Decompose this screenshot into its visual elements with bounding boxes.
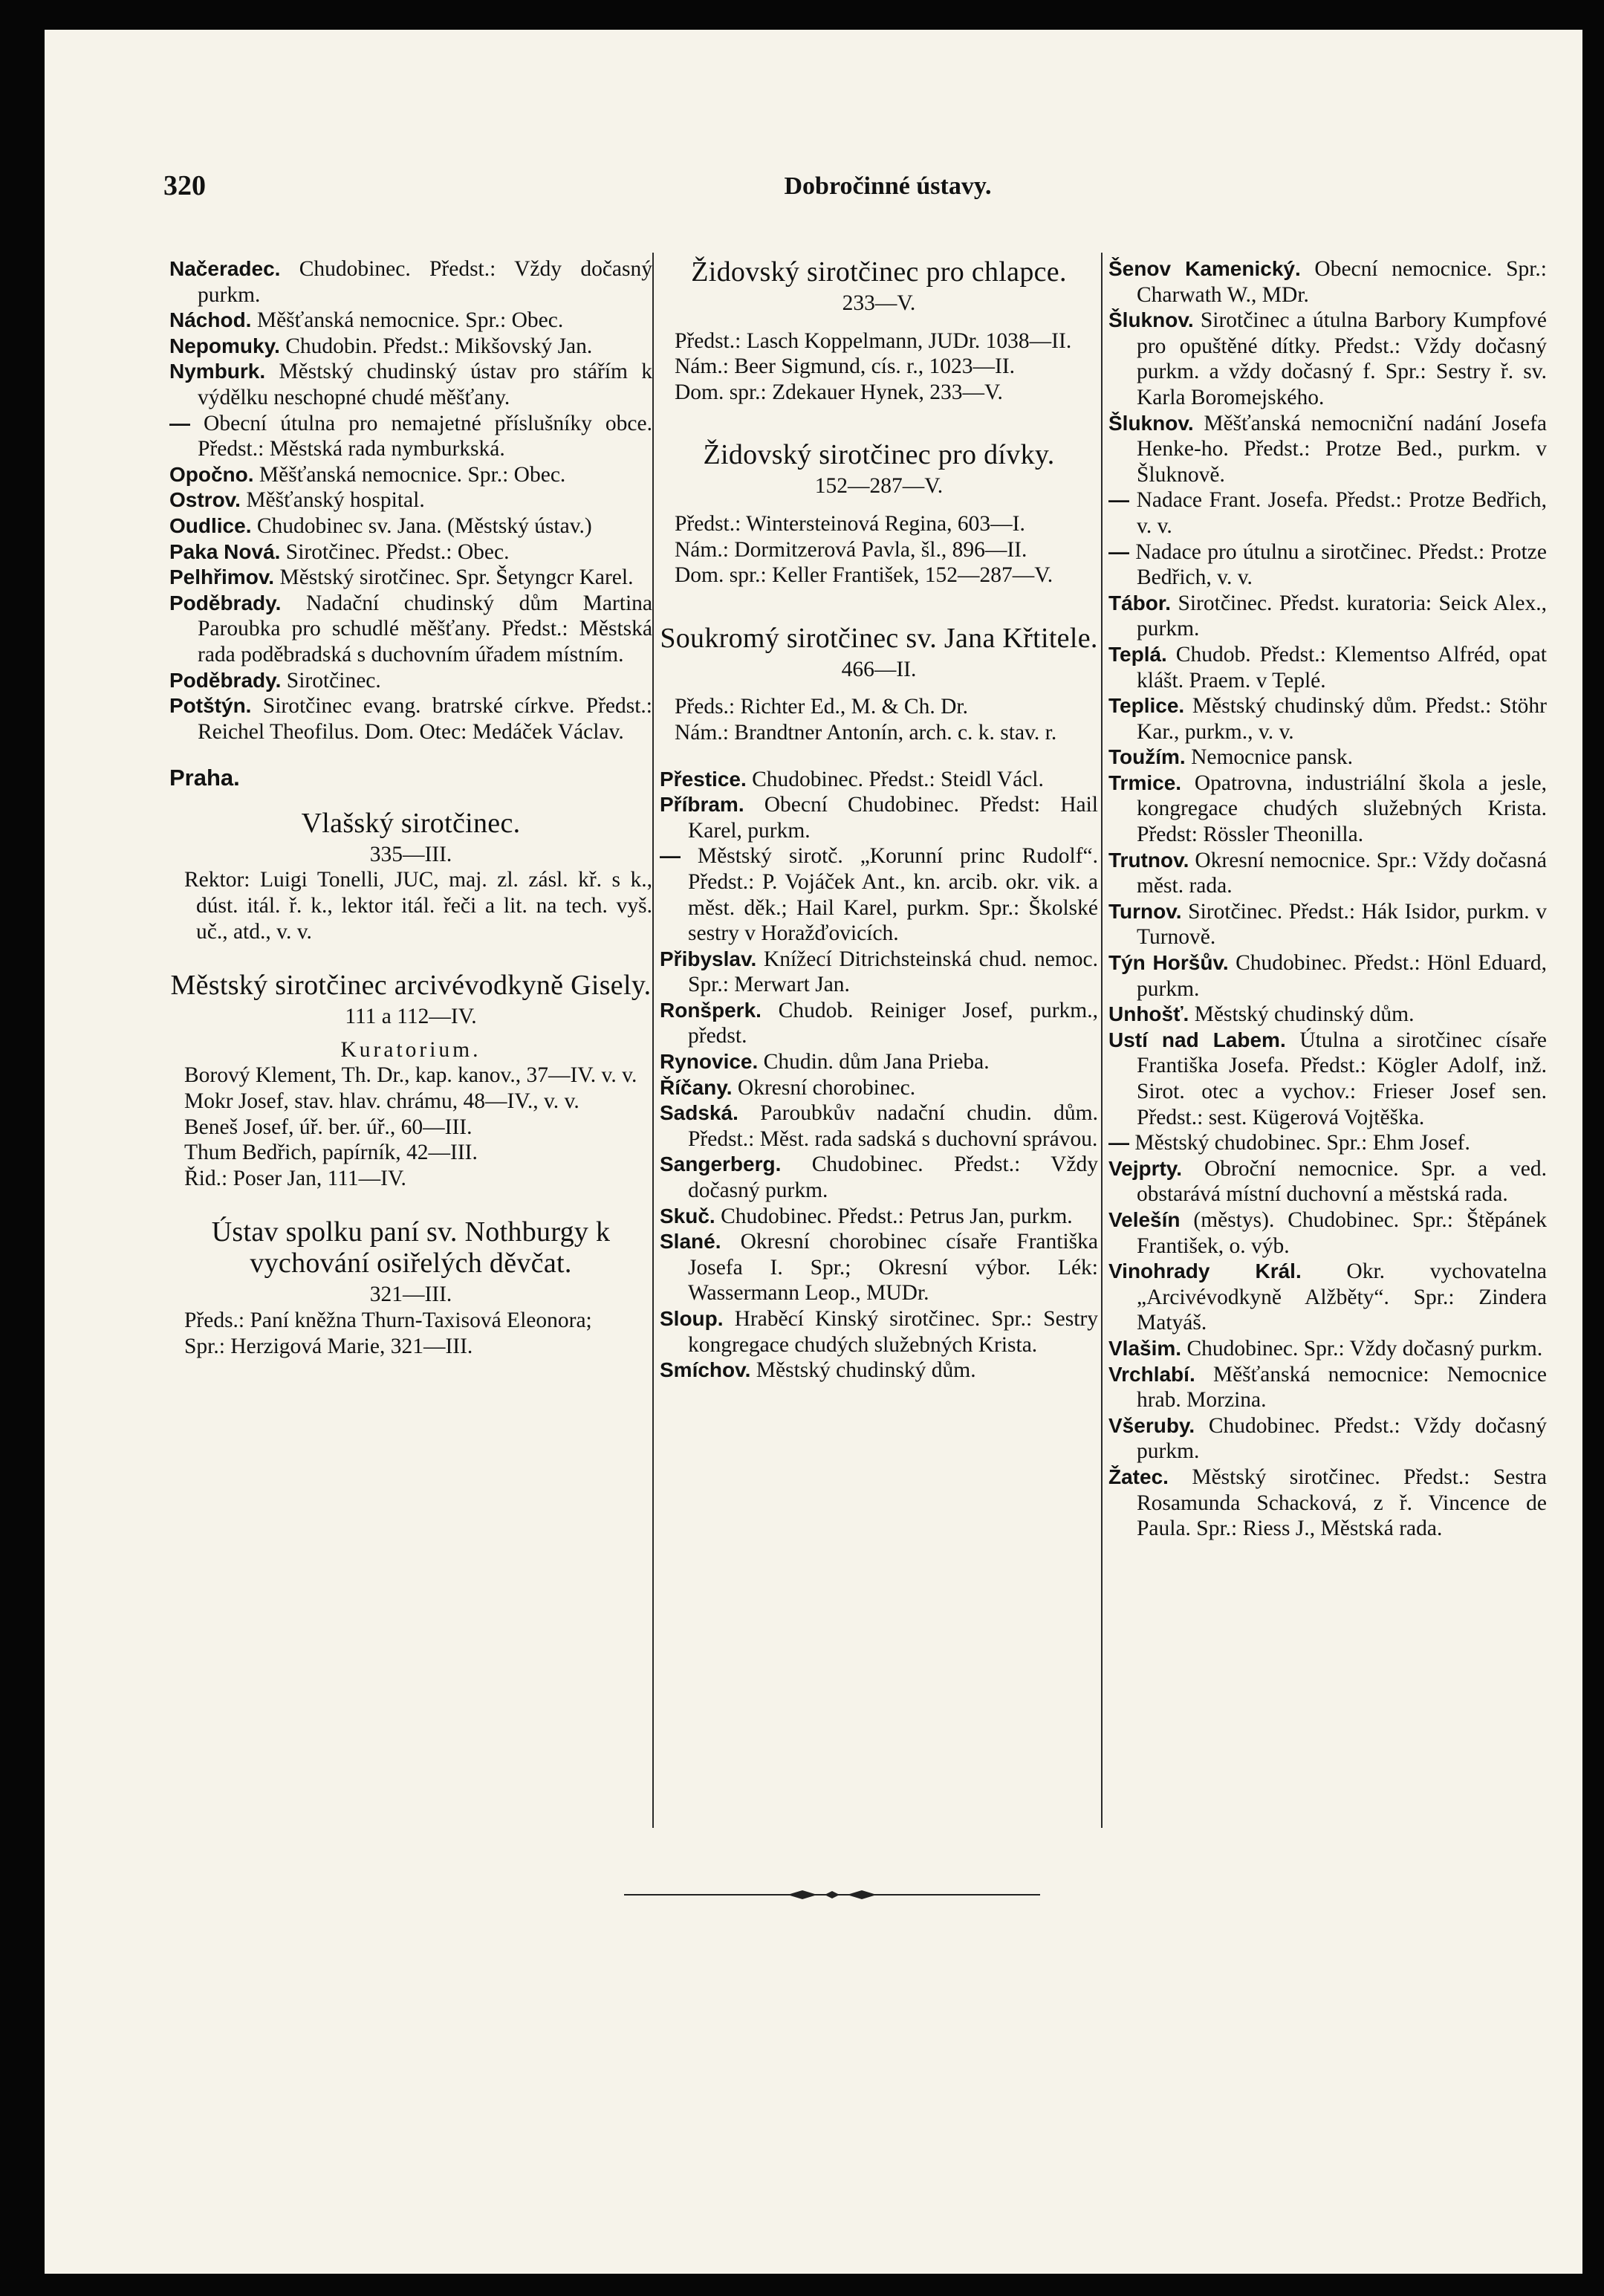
place-name: Teplá. — [1108, 642, 1167, 666]
place-name: — — [660, 844, 681, 868]
entry-text: Chudobinec. Předst.: Hönl Eduard, purkm. — [1137, 951, 1547, 1001]
entry-text: Chudobinec. Spr.: Vždy dočasný purkm. — [1181, 1336, 1543, 1361]
entry-text: Nemocnice pansk. — [1185, 745, 1353, 770]
address-number: 152—287—V. — [814, 474, 944, 499]
place-name: Sangerberg. — [660, 1152, 782, 1176]
directory-entry — [1108, 1259, 1547, 1336]
directory-entry — [169, 308, 652, 334]
directory-entry — [660, 1100, 1098, 1152]
directory-entry — [1108, 539, 1547, 591]
directory-entry — [1108, 899, 1547, 950]
staff-line: Rektor: Luigi Tonelli, JUC, maj. zl. zásl. kř. s k., dúst. itál. ř. k., lektor itál. řeči a lit. na tech. vyš. uč., atd., v. v. — [184, 868, 652, 944]
place-name: Trutnov. — [1108, 848, 1189, 872]
heading-zidovsky-sirotcinec-chlapce: Židovský sirotčinec pro chlapce. — [691, 256, 1067, 288]
directory-entry — [1108, 487, 1547, 539]
staff-line: Spr.: Herzigová Marie, 321—III. — [184, 1334, 473, 1358]
heading-soukromy-sirotcinec-krtitele: Soukromý sirotčinec sv. Jana Křtitele. — [660, 622, 1098, 654]
directory-entry — [1108, 1336, 1547, 1362]
place-name: Oudlice. — [169, 513, 252, 537]
place-name: Tábor. — [1108, 591, 1172, 614]
entry-text: Městský sirotčinec. Předst.: Sestra Rosamunda Schacková, z ř. Vincence de Paula. Spr.: Riess J., Městská rada. — [1137, 1465, 1547, 1541]
entry-text: Městský chudinský dům. — [1189, 1002, 1415, 1027]
entry-text: Nadace Frant. Josefa. Předst.: Protze Bedřich, v. v. — [1129, 488, 1547, 538]
directory-entry — [1108, 1156, 1547, 1207]
place-name: — — [169, 411, 190, 435]
place-name: Nymburk. — [169, 360, 266, 383]
entry-text: Sirotčinec. Předst.: Obec. — [280, 539, 510, 564]
directory-entry — [1108, 256, 1547, 308]
directory-entry — [169, 668, 652, 694]
place-name: Potštýn. — [169, 694, 252, 718]
column-right-entries — [1108, 256, 1547, 1542]
heading-ustav-nothburgy: Ústav spolku paní sv. Nothburgy k vychování osiřelých děvčat. — [211, 1216, 611, 1280]
entry-text: Chudob. Reiniger Josef, purkm., předst. — [688, 998, 1098, 1048]
directory-entry — [169, 565, 652, 591]
place-name: Rynovice. — [660, 1050, 759, 1074]
place-name: Říčany. — [660, 1075, 733, 1099]
section-heading-praha: Praha. — [169, 765, 240, 791]
entry-text: Chudobinec. Předst.: Vždy dočasný purkm. — [198, 257, 652, 307]
entry-text: Chudobinec. Předst.: Vždy dočasný purkm. — [688, 1152, 1098, 1203]
staff-line: Nám.: Beer Sigmund, cís. r., 1023—II. — [675, 354, 1016, 379]
address-number: 111 a 112—IV. — [345, 1005, 477, 1029]
place-name: Ustí nad Labem. — [1108, 1028, 1286, 1051]
entry-text: Chudobin. Předst.: Mikšovský Jan. — [279, 334, 593, 358]
place-name: — — [1108, 488, 1129, 512]
place-name: Přestice. — [660, 767, 747, 791]
place-name: Pelhřimov. — [169, 565, 275, 589]
directory-entry — [169, 487, 652, 513]
directory-entry — [660, 1204, 1098, 1230]
entry-text: Městský sirotčinec. Spr. Šetyngcr Karel. — [274, 565, 634, 590]
directory-entry — [1108, 1130, 1547, 1156]
staff-line: Nám.: Brandtner Antonín, arch. c. k. stav. r. — [675, 720, 1057, 745]
place-name: Načeradec. — [169, 257, 281, 280]
entry-text: Měšťanský hospital. — [240, 488, 425, 513]
entry-text: Sirotčinec. Předst. kuratoria: Seick Alex., purkm. — [1137, 591, 1547, 641]
place-name: Velešín — [1108, 1207, 1181, 1231]
directory-entry — [660, 998, 1098, 1049]
place-name: Náchod. — [169, 308, 252, 332]
entry-text: Městský chudinský dům. — [750, 1358, 976, 1383]
directory-entry — [169, 513, 652, 539]
entry-text: Obecní nemocnice. Spr.: Charwath W., MDr. — [1137, 257, 1547, 307]
entry-text: Městský chudobinec. Spr.: Ehm Josef. — [1129, 1131, 1470, 1155]
entry-text: Obroční nemocnice. Spr. a ved. obstarává místní duchovní a městská rada. — [1137, 1156, 1547, 1207]
column-divider-right — [1101, 253, 1103, 1828]
place-name: Ostrov. — [169, 488, 241, 512]
directory-entry — [1108, 591, 1547, 642]
entry-text: Útulna a sirotčinec císaře Františka Josefa. Předst.: Kögler Adolf, inž. Sirot. otec a vychov.: Frieser Josef sen. Předst.: sest. Kügerová Vojtěška. — [1137, 1028, 1547, 1129]
directory-entry — [169, 539, 652, 565]
directory-entry — [660, 947, 1098, 998]
place-name: Toužím. — [1108, 745, 1186, 769]
entry-text: Sirotčinec a útulna Barbory Kumpfové pro opuštěné dítky. Předst.: Vždy dočasný purkm. a vždy dočasný f. Spr.: Sestry ř. sv. Karla Boromejského. — [1137, 308, 1547, 409]
place-name: Opočno. — [169, 462, 254, 486]
column-divider-left — [652, 253, 654, 1828]
staff-line: Borový Klement, Th. Dr., kap. kanov., 37—IV. v. v. — [184, 1063, 637, 1088]
directory-entry — [1108, 950, 1547, 1002]
entry-text: Měšťanská nemocnice. Spr.: Obec. — [253, 462, 566, 487]
entry-text: Sirotčinec. — [281, 668, 381, 693]
staff-line: Beneš Josef, úř. ber. úř., 60—III. — [184, 1115, 473, 1139]
staff-line: Dom. spr.: Zdekauer Hynek, 233—V. — [675, 380, 1003, 404]
directory-entry — [1108, 1413, 1547, 1465]
entry-text: Okresní chorobinec císaře Františka Josefa I. Spr.; Okresní výbor. Lék: Wassermann Leop., MUDr. — [688, 1230, 1098, 1306]
entry-text: Chudobinec. Předst.: Steidl Václ. — [746, 767, 1044, 791]
directory-entry — [169, 693, 652, 745]
entry-text: Hraběcí Kinský sirotčinec. Spr.: Sestry kongregace chudých služebných Krista. — [688, 1307, 1098, 1357]
heading-vlassky-sirotcinec: Vlašský sirotčinec. — [301, 807, 521, 839]
place-name: Přibyslav. — [660, 947, 757, 970]
heading-zidovsky-sirotcinec-divky: Židovský sirotčinec pro dívky. — [703, 439, 1055, 471]
entry-text: Obecní útulna pro nemajetné příslušníky obce. Předst.: Městská rada nymburkská. — [190, 411, 652, 461]
directory-entry — [1108, 411, 1547, 488]
directory-entry — [1108, 771, 1547, 848]
directory-entry — [1108, 308, 1547, 410]
entry-text: Obecní Chudobinec. Předst: Hail Karel, purkm. — [688, 793, 1098, 843]
entry-text: Chudobinec. Předst.: Petrus Jan, purkm. — [715, 1204, 1073, 1228]
place-name: Šenov Kamenický. — [1108, 257, 1301, 280]
place-name: Poděbrady. — [169, 668, 282, 692]
entry-text: Chudobinec sv. Jana. (Městský ústav.) — [251, 513, 592, 538]
directory-entry — [660, 1229, 1098, 1306]
directory-entry — [169, 411, 652, 462]
entry-text: Nadační chudinský dům Martina Paroubka pro schudlé měšťany. Předst.: Městská rada poděbradská s duchovním úřadem místním. — [198, 591, 652, 667]
staff-line: Nám.: Dormitzerová Pavla, šl., 896—II. — [675, 537, 1027, 562]
place-name: Teplice. — [1108, 694, 1185, 718]
column-middle — [660, 256, 1098, 1824]
place-name: Šluknov. — [1108, 308, 1194, 332]
directory-entry — [1108, 1028, 1547, 1130]
entry-text: Měšťanská nemocnice: Nemocnice hrab. Morzina. — [1137, 1362, 1547, 1413]
directory-entry — [660, 843, 1098, 946]
column-right — [1108, 256, 1547, 1824]
place-name: Nepomuky. — [169, 334, 280, 357]
running-title: Dobročinné ústavy. — [784, 172, 992, 200]
entry-text: Měšťanská nemocnice. Spr.: Obec. — [251, 308, 564, 333]
entry-text: Okresní nemocnice. Spr.: Vždy dočasná měst. rada. — [1137, 848, 1547, 898]
place-name: Šluknov. — [1108, 411, 1194, 435]
page-number: 320 — [163, 170, 206, 201]
kuratorium-label: Kuratorium. — [340, 1037, 481, 1062]
entry-text: Okr. vychovatelna „Arcivévodkyně Alžběty“. Spr.: Zindera Matyáš. — [1137, 1259, 1547, 1335]
entry-text: Okresní chorobinec. — [732, 1075, 916, 1100]
entry-text: Paroubkův nadační chudin. dům. Předst.: Měst. rada sadská s duchovní správou. — [688, 1101, 1098, 1151]
place-name: Vejprty. — [1108, 1156, 1183, 1180]
place-name: Týn Horšův. — [1108, 951, 1229, 975]
entry-text: Městský sirotč. „Korunní princ Rudolf“. Předst.: P. Vojáček Ant., kn. arcib. okr. vik. a měst. děk.; Hail Karel, purkm. Spr.: Školské sestry v Horažďovicích. — [681, 844, 1098, 946]
column-left-entries — [169, 256, 652, 745]
address-number: 466—II. — [841, 657, 917, 681]
directory-entry — [169, 256, 652, 308]
directory-entry — [1108, 848, 1547, 899]
directory-entry — [1108, 1207, 1547, 1259]
entry-text: Chudobinec. Předst.: Vždy dočasný purkm. — [1137, 1413, 1547, 1464]
place-name: — — [1108, 1131, 1129, 1155]
place-name: Vinohrady Král. — [1108, 1259, 1302, 1283]
directory-entry — [169, 359, 652, 410]
directory-entry — [1108, 745, 1547, 771]
entry-text: Chudob. Předst.: Klementso Alfréd, opat klášt. Praem. v Teplé. — [1137, 642, 1547, 693]
place-name: Trmice. — [1108, 771, 1182, 794]
directory-entry — [1108, 642, 1547, 693]
directory-entry — [169, 334, 652, 360]
address-number: 233—V. — [842, 291, 916, 315]
entry-text: Nadace pro útulnu a sirotčinec. Předst.: Protze Bedřich, v. v. — [1129, 539, 1547, 590]
place-name: Sadská. — [660, 1101, 738, 1125]
directory-entry — [169, 591, 652, 668]
place-name: Vrchlabí. — [1108, 1362, 1195, 1386]
entry-text: Knížecí Ditrichsteinská chud. nemoc. Spr.: Merwart Jan. — [688, 947, 1098, 997]
directory-entry — [660, 1049, 1098, 1075]
entry-text: Opatrovna, industriální škola a jesle, kongregace chudých služebných Krista. Předst: Rössler Theonilla. — [1137, 771, 1547, 847]
place-name: Příbram. — [660, 793, 744, 817]
book-page — [45, 30, 1582, 2274]
directory-entry — [1108, 1362, 1547, 1413]
directory-entry — [1108, 1002, 1547, 1028]
entry-text: Městský chudinský ústav pro stářím k výdělku neschopné chudé měšťany. — [198, 360, 652, 409]
place-name: Vlašim. — [1108, 1336, 1182, 1360]
address-number: 321—III. — [369, 1282, 452, 1307]
place-name: — — [1108, 539, 1129, 563]
entry-text: Chudin. dům Jana Prieba. — [758, 1050, 990, 1074]
place-name: Turnov. — [1108, 899, 1182, 923]
staff-line: Předs.: Paní kněžna Thurn-Taxisová Eleonora; — [184, 1308, 592, 1332]
directory-entry — [1108, 1465, 1547, 1542]
column-left — [169, 256, 652, 1824]
place-name: Skuč. — [660, 1204, 715, 1228]
heading-mestsky-sirotcinec-gisely: Městský sirotčinec arcivévodkyně Gisely. — [170, 970, 652, 1002]
staff-line: Dom. spr.: Keller František, 152—287—V. — [675, 563, 1053, 588]
staff-line: Předst.: Wintersteinová Regina, 603—I. — [675, 511, 1025, 536]
directory-entry — [660, 767, 1098, 793]
directory-entry — [169, 462, 652, 488]
entry-text: Městský chudinský dům. Předst.: Stöhr Kar., purkm., v. v. — [1137, 694, 1547, 744]
staff-line: Thum Bedřich, papírník, 42—III. — [184, 1141, 478, 1165]
entry-text: Sirotčinec. Předst.: Hák Isidor, purkm. v Turnově. — [1137, 899, 1547, 950]
directory-entry — [660, 792, 1098, 843]
staff-line: Řid.: Poser Jan, 111—IV. — [184, 1166, 406, 1190]
address-number: 335—III. — [369, 842, 452, 866]
place-name: Žatec. — [1108, 1465, 1169, 1488]
entry-text: Sirotčinec evang. bratrské církve. Předst.: Reichel Theofilus. Dom. Otec: Medáček Václav. — [198, 694, 652, 744]
place-name: Ronšperk. — [660, 998, 762, 1022]
place-name: Paka Nová. — [169, 539, 281, 563]
place-name: Sloup. — [660, 1307, 724, 1330]
column-middle-entries — [660, 767, 1098, 1384]
staff-line: Předst.: Lasch Koppelmann, JUDr. 1038—II. — [675, 328, 1072, 353]
staff-line: Předs.: Richter Ed., M. & Ch. Dr. — [675, 695, 968, 719]
entry-text: (městys). Chudobinec. Spr.: Štěpánek František, o. výb. — [1137, 1207, 1547, 1258]
directory-entry — [660, 1306, 1098, 1358]
place-name: Poděbrady. — [169, 591, 282, 614]
entry-text: Měšťanská nemocniční nadání Josefa Henke-ho. Předst.: Protze Bed., purkm. v Šluknově. — [1137, 411, 1547, 487]
directory-entry — [660, 1075, 1098, 1101]
place-name: Unhošť. — [1108, 1002, 1189, 1026]
staff-line: Mokr Josef, stav. hlav. chrámu, 48—IV., v. v. — [184, 1089, 579, 1114]
directory-entry — [660, 1358, 1098, 1384]
page-header — [163, 169, 1523, 214]
place-name: Slané. — [660, 1230, 721, 1254]
directory-entry — [660, 1152, 1098, 1203]
directory-entry — [1108, 693, 1547, 745]
ornamental-rule — [624, 1887, 1040, 1902]
place-name: Všeruby. — [1108, 1413, 1195, 1437]
place-name: Smíchov. — [660, 1358, 751, 1382]
